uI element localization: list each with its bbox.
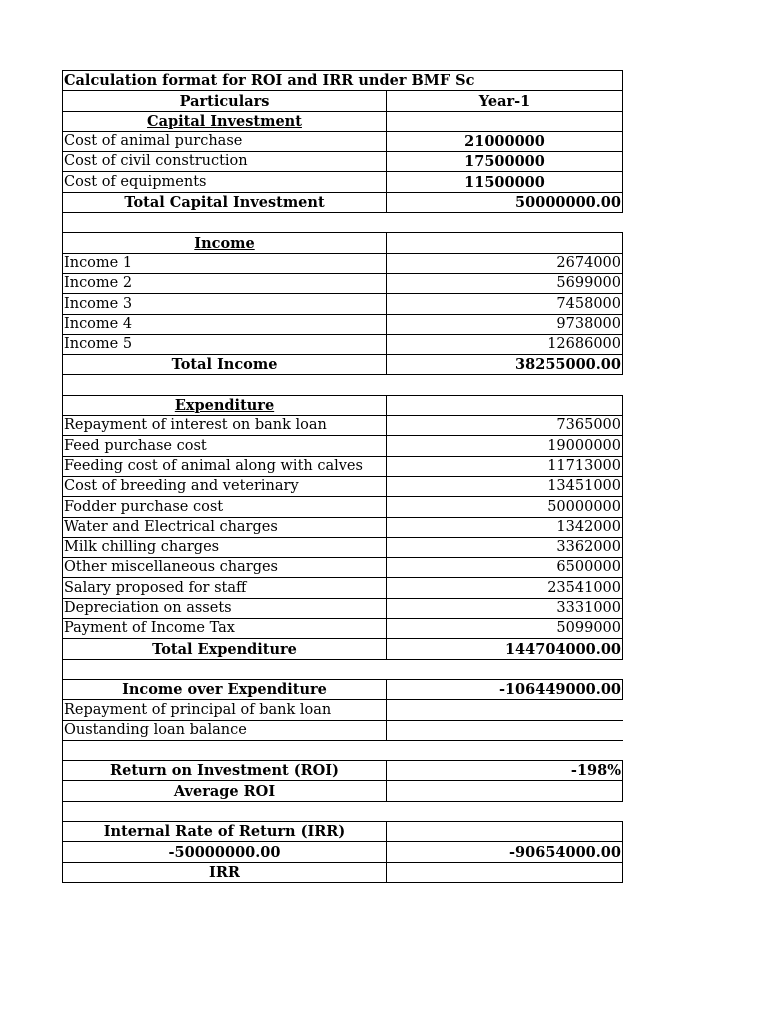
expenditure-total-label: Total Expenditure — [63, 639, 387, 659]
expenditure-row — [63, 558, 623, 578]
spacer-row — [63, 213, 623, 233]
empty-cell — [387, 111, 623, 131]
income-row — [63, 273, 623, 293]
income-row — [63, 253, 623, 273]
empty-cell — [387, 233, 623, 253]
income-item-label: Income 1 — [63, 253, 387, 273]
blank-cell — [63, 801, 387, 821]
empty-cell — [387, 821, 623, 841]
irr-initial-value: -50000000.00 — [63, 842, 387, 862]
expenditure-row — [63, 436, 623, 456]
capital-item-value: 17500000 — [387, 152, 623, 172]
expenditure-row — [63, 578, 623, 598]
expenditure-row — [63, 517, 623, 537]
repayment-principal-label: Repayment of principal of bank loan — [63, 700, 387, 720]
expenditure-row — [63, 476, 623, 496]
blank-cell — [387, 801, 623, 821]
expenditure-row — [63, 598, 623, 618]
expenditure-item-label: Cost of breeding and veterinary — [63, 476, 387, 496]
empty-cell — [387, 720, 623, 740]
particulars-header: Particulars — [63, 91, 387, 111]
spacer-row — [63, 659, 623, 679]
blank-cell — [63, 659, 387, 679]
capital-item-label: Cost of equipments — [63, 172, 387, 192]
empty-cell — [387, 862, 623, 882]
irr-result-row — [63, 862, 623, 882]
expenditure-total-row — [63, 639, 623, 659]
income-total-row — [63, 355, 623, 375]
capital-item-label: Cost of civil construction — [63, 152, 387, 172]
expenditure-item-value: 19000000 — [387, 436, 623, 456]
irr-label: Internal Rate of Return (IRR) — [63, 821, 387, 841]
roi-row — [63, 761, 623, 781]
income-total-label: Total Income — [63, 355, 387, 375]
expenditure-item-value: 3331000 — [387, 598, 623, 618]
roi-value: -198% — [387, 761, 623, 781]
empty-cell — [387, 700, 623, 720]
expenditure-item-label: Repayment of interest on bank loan — [63, 416, 387, 436]
expenditure-item-value: 23541000 — [387, 578, 623, 598]
year-header: Year-1 — [387, 91, 623, 111]
capital-item-value: 21000000 — [387, 131, 623, 151]
spacer-row — [63, 375, 623, 395]
capital-row — [63, 152, 623, 172]
irr-heading-row — [63, 821, 623, 841]
capital-item-label: Cost of animal purchase — [63, 131, 387, 151]
expenditure-item-label: Feed purchase cost — [63, 436, 387, 456]
surplus-row — [63, 679, 623, 699]
capital-row — [63, 172, 623, 192]
expenditure-row — [63, 619, 623, 639]
expenditure-item-label: Feeding cost of animal along with calves — [63, 456, 387, 476]
expenditure-item-label: Water and Electrical charges — [63, 517, 387, 537]
expenditure-item-label: Other miscellaneous charges — [63, 558, 387, 578]
expenditure-item-label: Salary proposed for staff — [63, 578, 387, 598]
blank-cell — [63, 213, 387, 233]
outstanding-loan-label: Oustanding loan balance — [63, 720, 387, 740]
outstanding-row — [63, 720, 623, 740]
expenditure-item-value: 5099000 — [387, 619, 623, 639]
expenditure-item-label: Fodder purchase cost — [63, 497, 387, 517]
expenditure-item-value: 11713000 — [387, 456, 623, 476]
capital-heading: Capital Investment — [63, 111, 387, 131]
header-row — [63, 91, 623, 111]
blank-cell — [63, 375, 387, 395]
income-item-label: Income 3 — [63, 294, 387, 314]
capital-heading-row — [63, 111, 623, 131]
expenditure-item-value: 3362000 — [387, 537, 623, 557]
repayment-row — [63, 700, 623, 720]
expenditure-row — [63, 537, 623, 557]
expenditure-row — [63, 497, 623, 517]
income-row — [63, 294, 623, 314]
spreadsheet — [62, 70, 621, 883]
irr-cashflow-value: -90654000.00 — [387, 842, 623, 862]
blank-cell — [63, 740, 387, 760]
title-row — [63, 71, 623, 91]
blank-cell — [387, 213, 623, 233]
expenditure-total-value: 144704000.00 — [387, 639, 623, 659]
average-roi-label: Average ROI — [63, 781, 387, 801]
irr-values-row — [63, 842, 623, 862]
expenditure-heading-row — [63, 395, 623, 415]
income-item-value: 12686000 — [387, 334, 623, 354]
expenditure-row — [63, 416, 623, 436]
roi-label: Return on Investment (ROI) — [63, 761, 387, 781]
expenditure-item-value: 13451000 — [387, 476, 623, 496]
blank-cell — [387, 659, 623, 679]
expenditure-item-label: Depreciation on assets — [63, 598, 387, 618]
income-heading-row — [63, 233, 623, 253]
capital-total-label: Total Capital Investment — [63, 192, 387, 212]
capital-total-row — [63, 192, 623, 212]
income-row — [63, 314, 623, 334]
capital-row — [63, 131, 623, 151]
empty-cell — [387, 781, 623, 801]
blank-cell — [387, 740, 623, 760]
expenditure-item-value: 50000000 — [387, 497, 623, 517]
income-heading: Income — [63, 233, 387, 253]
expenditure-item-value: 6500000 — [387, 558, 623, 578]
income-item-label: Income 4 — [63, 314, 387, 334]
income-item-label: Income 5 — [63, 334, 387, 354]
expenditure-item-label: Payment of Income Tax — [63, 619, 387, 639]
expenditure-item-value: 1342000 — [387, 517, 623, 537]
income-item-value: 5699000 — [387, 273, 623, 293]
income-over-expenditure-label: Income over Expenditure — [63, 679, 387, 699]
expenditure-row — [63, 456, 623, 476]
spacer-row — [63, 801, 623, 821]
capital-item-value: 11500000 — [387, 172, 623, 192]
sheet-title: Calculation format for ROI and IRR under BMF Sc — [63, 71, 623, 91]
income-item-label: Income 2 — [63, 273, 387, 293]
income-item-value: 9738000 — [387, 314, 623, 334]
income-row — [63, 334, 623, 354]
income-total-value: 38255000.00 — [387, 355, 623, 375]
expenditure-item-value: 7365000 — [387, 416, 623, 436]
expenditure-heading: Expenditure — [63, 395, 387, 415]
empty-cell — [387, 395, 623, 415]
income-item-value: 7458000 — [387, 294, 623, 314]
irr-result-label: IRR — [63, 862, 387, 882]
capital-total-value: 50000000.00 — [387, 192, 623, 212]
blank-cell — [387, 375, 623, 395]
expenditure-item-label: Milk chilling charges — [63, 537, 387, 557]
spacer-row — [63, 740, 623, 760]
roi-irr-table — [62, 70, 623, 883]
average-roi-row — [63, 781, 623, 801]
income-over-expenditure-value: -106449000.00 — [387, 679, 623, 699]
income-item-value: 2674000 — [387, 253, 623, 273]
